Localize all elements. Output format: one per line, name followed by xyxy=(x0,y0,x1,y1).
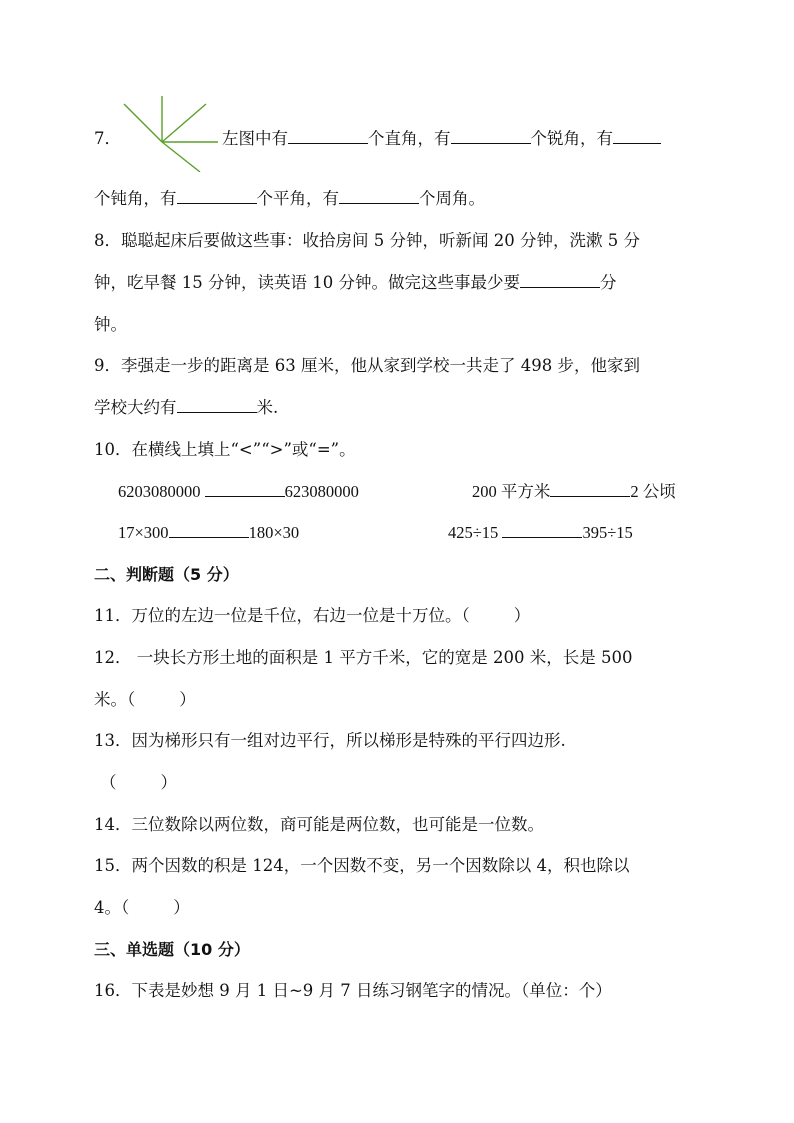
section-2-heading: 二、判断题（5 分） xyxy=(94,565,239,584)
question-8-line-3: 钟。 xyxy=(94,315,127,334)
answer-blank[interactable] xyxy=(613,127,661,144)
question-16: 16．下表是妙想 9 月 1 日~9 月 7 日练习钢笔字的情况。（单位：个） xyxy=(94,981,612,1000)
question-7-line-2: 个钝角，有 个平角，有 个周角。 xyxy=(94,189,485,208)
compare-item-2: 200 平方米 2 公顷 xyxy=(472,482,676,501)
question-8-line-1: 8．聪聪起床后要做这些事：收拾房间 5 分钟，听新闻 20 分钟，洗漱 5 分 xyxy=(94,231,640,250)
answer-blank[interactable] xyxy=(520,271,600,288)
question-7-line-1 xyxy=(94,127,121,151)
question-number: 7． xyxy=(94,129,121,148)
compare-item-1: 6203080000 623080000 xyxy=(118,482,359,501)
question-10-title: 10．在横线上填上“<”“>”或“=”。 xyxy=(94,440,356,459)
question-13-line-1: 13．因为梯形只有一组对边平行，所以梯形是特殊的平行四边形. xyxy=(94,731,566,750)
answer-blank[interactable] xyxy=(169,521,249,538)
question-15-line-1: 15．两个因数的积是 124，一个因数不变，另一个因数除以 4，积也除以 xyxy=(94,856,630,875)
question-14: 14．三位数除以两位数，商可能是两位数，也可能是一位数。 xyxy=(94,815,544,834)
ray-left xyxy=(124,104,162,142)
section-3-heading: 三、单选题（10 分） xyxy=(94,940,250,959)
question-11: 11．万位的左边一位是千位，右边一位是十万位。（ ） xyxy=(94,606,531,625)
answer-blank[interactable] xyxy=(451,127,531,144)
question-8-line-2: 钟，吃早餐 15 分钟，读英语 10 分钟。做完这些事最少要 分 xyxy=(94,273,617,292)
answer-blank[interactable] xyxy=(502,521,582,538)
compare-item-4: 425÷15 395÷15 xyxy=(448,523,633,542)
question-15-line-2: 4。（ ） xyxy=(94,898,190,917)
question-9-line-1: 9．李强走一步的距离是 63 厘米，他从家到学校一共走了 498 步，他家到 xyxy=(94,356,640,375)
answer-blank[interactable] xyxy=(177,187,257,204)
question-13-line-2: （ ） xyxy=(100,773,177,792)
question-9-line-2: 学校大约有 米. xyxy=(94,398,279,417)
compare-item-3: 17×300 180×30 xyxy=(118,523,300,542)
ray-lower-right xyxy=(162,142,200,172)
question-12-line-2: 米。（ ） xyxy=(94,690,196,709)
answer-blank[interactable] xyxy=(205,480,285,497)
angle-figure xyxy=(118,92,228,172)
ray-upper-right xyxy=(162,104,206,142)
answer-blank[interactable] xyxy=(339,187,419,204)
answer-blank[interactable] xyxy=(550,480,630,497)
question-12-line-1: 12． 一块长方形土地的面积是 1 平方千米，它的宽是 200 米，长是 500 xyxy=(94,648,633,667)
answer-blank[interactable] xyxy=(288,127,368,144)
answer-blank[interactable] xyxy=(177,396,257,413)
question-7-text: 左图中有 个直角，有 个锐角，有 xyxy=(222,127,661,151)
